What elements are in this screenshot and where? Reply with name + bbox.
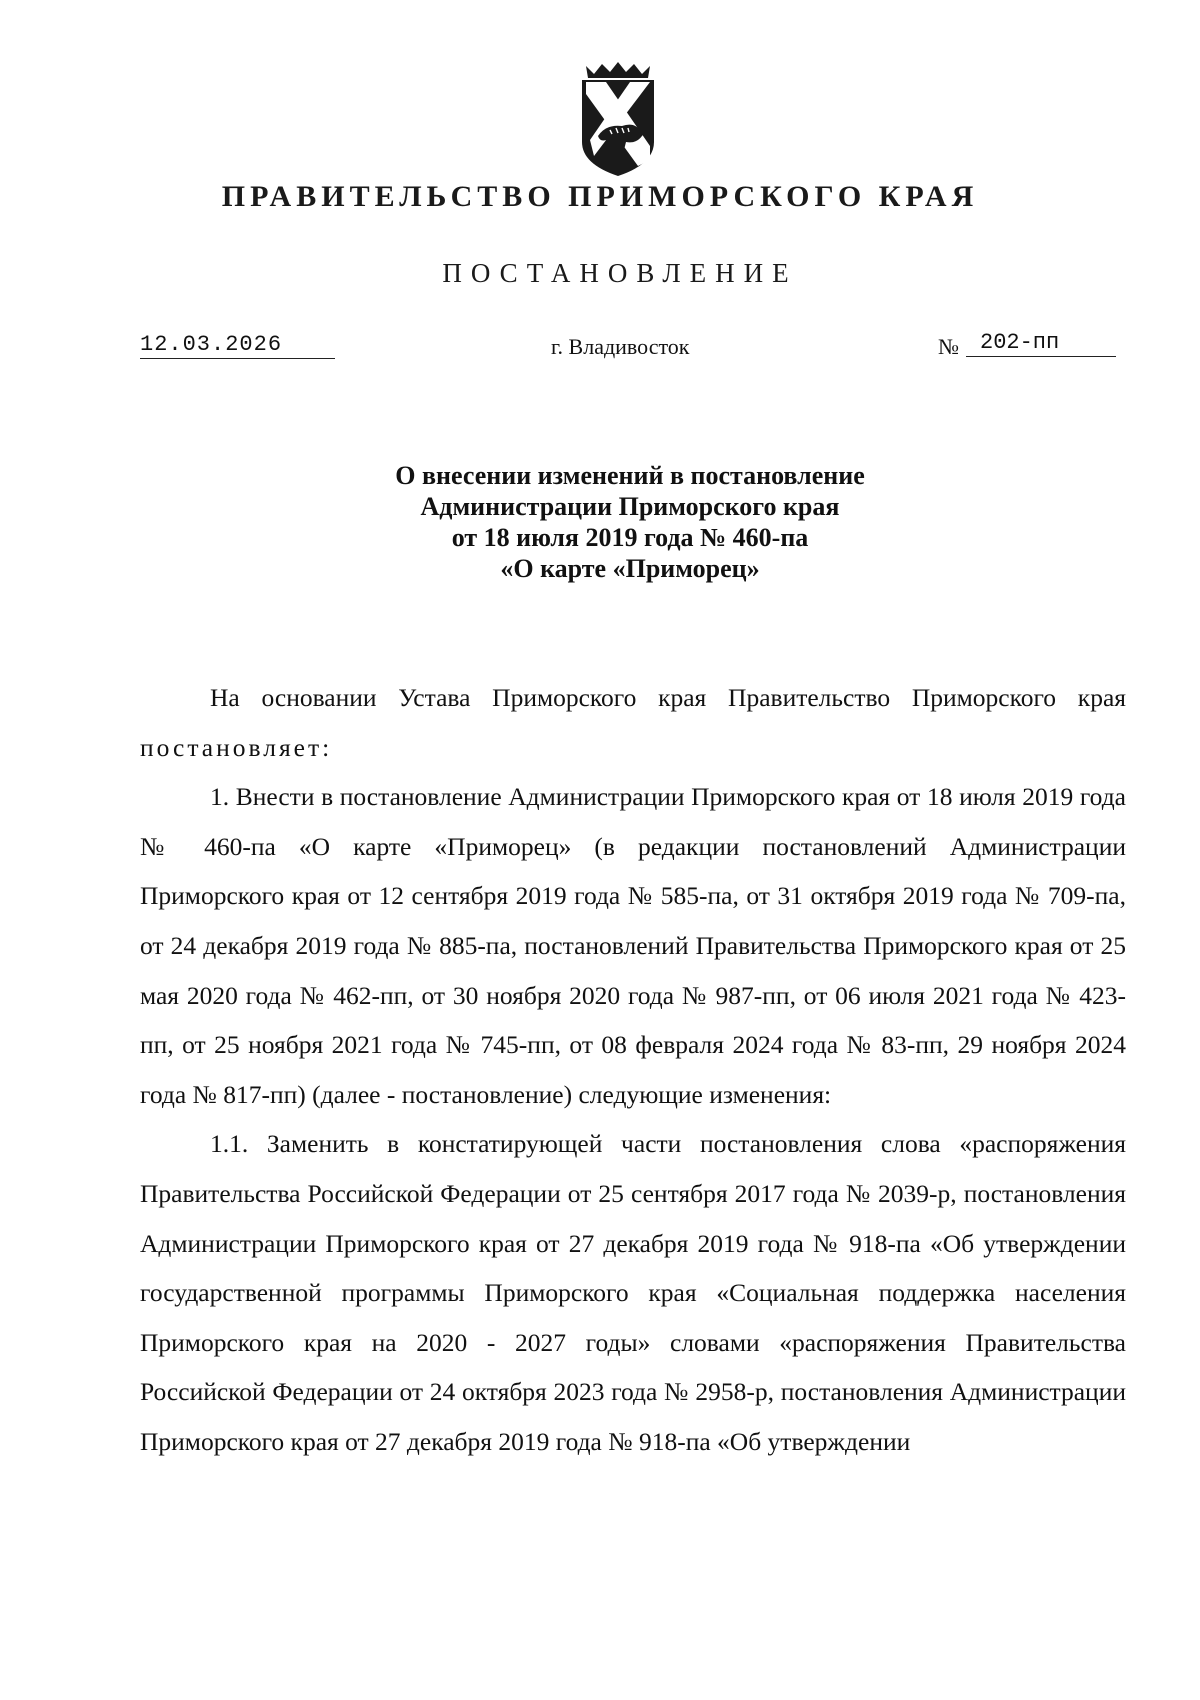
heading-line-1: О внесении изменений в постановление — [395, 461, 865, 490]
government-name: ПРАВИТЕЛЬСТВО ПРИМОРСКОГО КРАЯ — [221, 180, 979, 213]
preamble-text: На основании Устава Приморского края Правительство Приморского края — [210, 683, 1126, 712]
document-date: 12.03.2026 — [140, 332, 335, 359]
document-heading — [0, 460, 1200, 584]
preamble-verb: постановляет: — [140, 732, 333, 762]
item-1-1-paragraph: 1.1. Заменить в констатирующей части постановления слова «распоряжения Правительства Российской Федерации от 25 сентября 2017 года № 2039-р, постановления Администрации Приморского края от 27 декабря 2019 года № 918-па «Об утверждении государственной программы Приморского края «Социальная поддержка населения Приморского края на 2020 - 2027 годы» словами «распоряжения Правительства Российской Федерации от 24 октября 2023 года № 2958-р, постановления Администрации Приморского края от 27 декабря 2019 года № 918-па «Об утверждении — [140, 1129, 1126, 1456]
heading-line-4: «О карте «Приморец» — [500, 554, 760, 583]
heading-line-2: Администрации Приморского края — [420, 492, 840, 521]
heading-line-3: от 18 июля 2019 года № 460-па — [451, 523, 809, 552]
document-body — [140, 673, 1126, 1467]
document-city: г. Владивосток — [551, 334, 690, 359]
coat-of-arms-icon — [576, 60, 660, 178]
document-type: ПОСТАНОВЛЕНИЕ — [442, 258, 798, 288]
item-1-paragraph: 1. Внести в постановление Администрации Приморского края от 18 июля 2019 года № 460-па «О карте «Приморец» (в редакции постановлений Администрации Приморского края от 12 сентября 2019 года № 585-па, от 31 октября 2019 года № 709-па, от 24 декабря 2019 года № 885-па, постановлений Правительства Приморского края от 25 мая 2020 года № 462-пп, от 30 ноября 2020 года № 987-пп, от 06 июля 2021 года № 423-пп, от 25 ноября 2021 года № 745-пп, от 08 февраля 2024 года № 83-пп, 29 ноября 2024 года № 817-пп) (далее - постановление) следующие изменения: — [140, 782, 1126, 1109]
document-number-label: № — [938, 334, 959, 359]
document-number: 202-пп — [966, 330, 1116, 357]
preamble-paragraph — [140, 673, 1126, 772]
